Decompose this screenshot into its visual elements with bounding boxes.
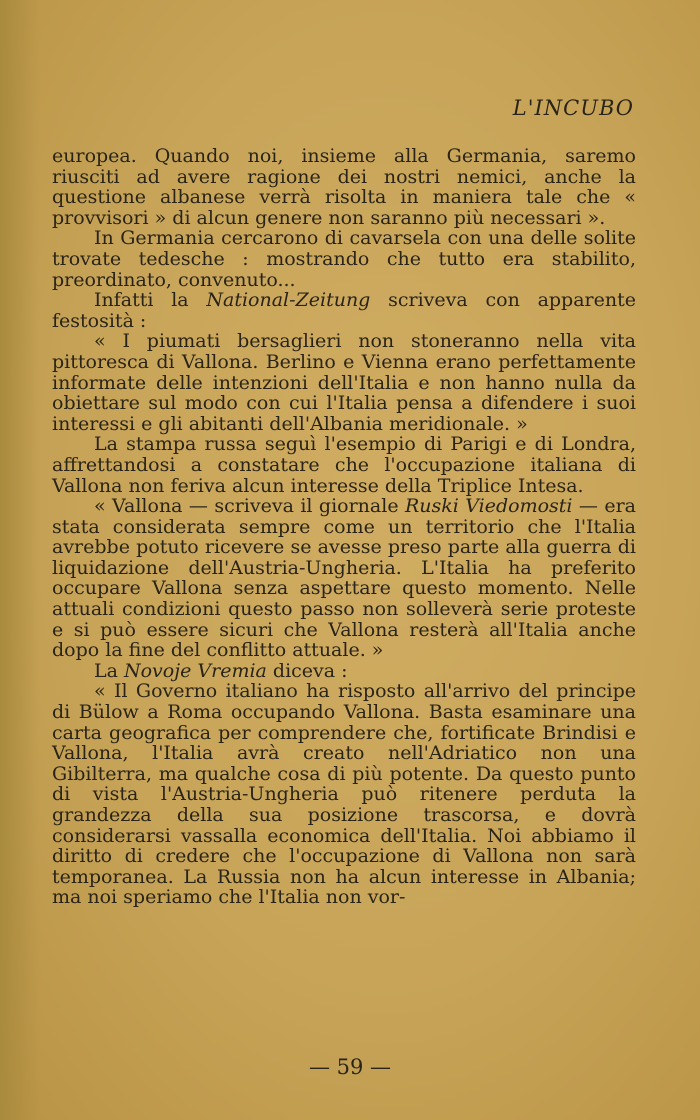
paragraph-text: scriveva con apparente festosità : <box>52 289 636 332</box>
newspaper-title: National-Zeitung <box>206 289 371 312</box>
paragraph <box>52 496 636 661</box>
paragraph: In Germania cercarono di cavarsela con una delle solite trovate tedesche : mostrando che tutto era stabilito, preordinato, convenuto... <box>52 227 636 291</box>
running-head: L'INCUBO <box>512 96 634 120</box>
paragraph-text: diceva : <box>266 659 348 682</box>
page-number: — 59 — <box>308 1055 392 1079</box>
paragraph: « I piumati bersaglieri non stoneranno nella vita pittoresca di Vallona. Berlino e Vienna erano perfettamente informate delle intenzioni dell'Italia e non hanno nulla da obiettare sul modo con cui l'Italia pensa a difendere i suoi interessi e gli abitanti dell'Albania meridionale. » <box>52 330 636 435</box>
paragraph <box>52 661 636 682</box>
newspaper-title: Novoje Vremia <box>123 659 267 682</box>
paragraph <box>52 290 636 331</box>
paragraph-text: « Vallona — scriveva il giornale <box>94 495 405 518</box>
paragraph-text: La <box>94 659 124 682</box>
body-text <box>52 146 636 908</box>
page-edge-shadow <box>0 0 40 1120</box>
paragraph: « Il Governo italiano ha risposto all'arrivo del principe di Bülow a Roma occupando Vallona. Basta esaminare una carta geografica per comprendere che, fortificate Brindisi e Vallona, l'Italia avrà creato nell'Adriatico non una Gibilterra, ma qualche cosa di più potente. Da questo punto di vista l'Austria-Ungheria può ritenere perduta la grandezza della sua posizione trascorsa, e dovrà considerarsi vassalla economica dell'Italia. Noi abbiamo il diritto di credere che l'occupazione di Vallona non sarà temporanea. La Russia non ha alcun interesse in Albania; ma noi speriamo che l'Italia non vor- <box>52 680 636 909</box>
paragraph-text: Infatti la <box>94 289 207 312</box>
paragraph-text: — era stata considerata sempre come un territorio che l'Italia avrebbe potuto ricevere se avesse preso parte alla guerra di liquidazione dell'Austria-Ungheria. L'Italia ha preferito occupare Vallona senza aspettare questo momento. Nelle attuali condizioni questo passo non solleverà serie proteste e si può essere sicuri che Vallona resterà all'Italia anche dopo la fine del conflitto attuale. » <box>52 495 637 662</box>
newspaper-title: Ruski Viedomosti <box>404 495 573 518</box>
paragraph: La stampa russa seguì l'esempio di Parigi e di Londra, affrettandosi a constatare che l'occupazione italiana di Vallona non feriva alcun interesse della Triplice Intesa. <box>52 433 636 497</box>
paragraph: europea. Quando noi, insieme alla Germania, saremo riusciti ad avere ragione dei nostri nemici, anche la questione albanese verrà risolta in maniera tale che « provvisori » di alcun genere non saranno più necessari ». <box>52 145 636 229</box>
